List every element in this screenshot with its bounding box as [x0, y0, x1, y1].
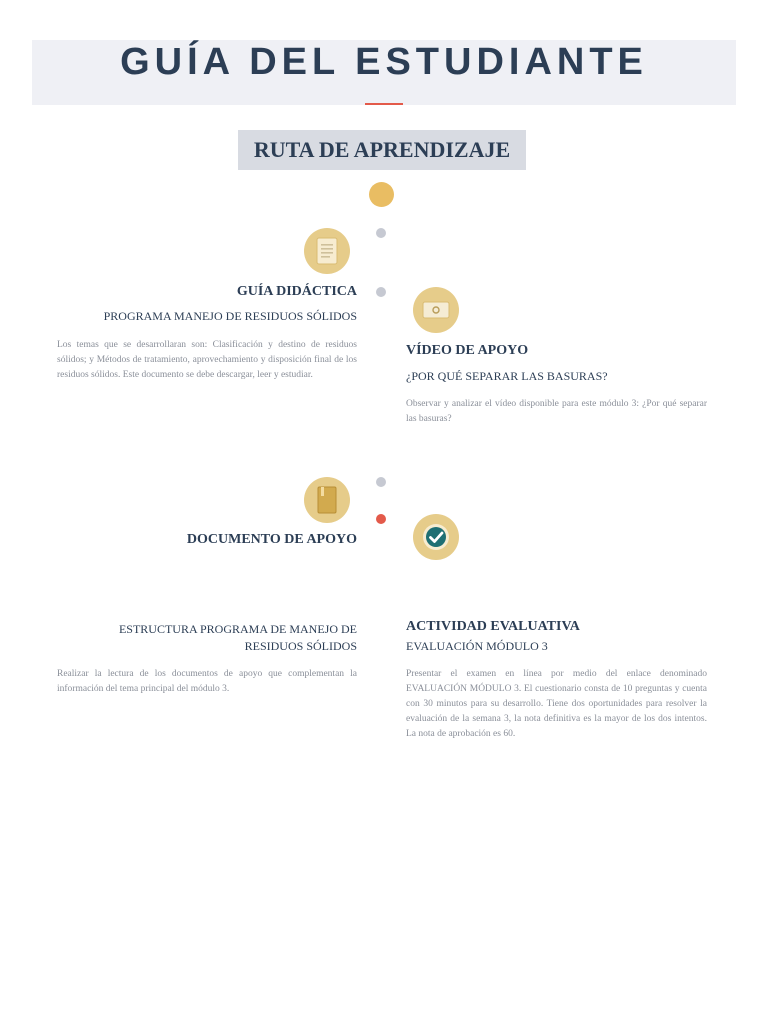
timeline-dot: [376, 228, 386, 238]
guia-title: GUÍA DIDÁCTICA: [236, 284, 357, 299]
timeline-dot: [376, 477, 386, 487]
actividad-subtitle: EVALUACIÓN MÓDULO 3: [406, 639, 548, 653]
documento-title: DOCUMENTO DE APOYO: [186, 532, 357, 547]
page-header: [32, 40, 736, 105]
guia-subtitle: PROGRAMA MANEJO DE RESIDUOS SÓLIDOS: [103, 309, 357, 323]
documento-body: Realizar la lectura de los documentos de apoyo que complementan la información del tema principal del módulo 3.: [57, 669, 357, 694]
actividad-body: Presentar el examen en línea por medio del enlace denominado EVALUACIÓN MÓDULO 3. El cuestionario consta de 10 preguntas y cuenta con 30 minutos para su desarrollo. Tiene dos oportunidades para resolver la evaluación de la semana 3, la nota definitiva es la mayor de los dos intentos. La nota de aprobación es 60.: [406, 669, 707, 739]
route-banner: [238, 130, 526, 170]
document-icon: [304, 228, 350, 274]
book-icon: [304, 477, 350, 523]
actividad-title: ACTIVIDAD EVALUATIVA: [406, 619, 580, 634]
guia-body: Los temas que se desarrollaran son: Clasificación y destino de residuos sólidos; y Métodos de tratamiento, aprovechamiento y disposición final de los residuos sólidos. Este documento se debe descargar, leer y estudiar.: [57, 340, 357, 380]
checkmark-icon[interactable]: [413, 514, 459, 560]
title-underline: [365, 103, 403, 105]
page-title: GUÍA DEL ESTUDIANTE: [120, 41, 648, 83]
timeline-dot-active: [376, 514, 386, 524]
video-icon[interactable]: [413, 287, 459, 333]
video-title: VÍDEO DE APOYO: [406, 343, 529, 358]
video-subtitle: ¿POR QUÉ SEPARAR LAS BASURAS?: [406, 369, 608, 383]
route-title: RUTA DE APRENDIZAJE: [253, 137, 511, 162]
documento-subtitle: ESTRUCTURA PROGRAMA DE MANEJO DE RESIDUOS SÓLIDOS: [118, 622, 357, 653]
timeline-start-dot: [369, 182, 394, 207]
timeline-dot: [376, 287, 386, 297]
video-body: Observar y analizar el vídeo disponible para este módulo 3: ¿Por qué separar las basuras?: [406, 399, 707, 424]
